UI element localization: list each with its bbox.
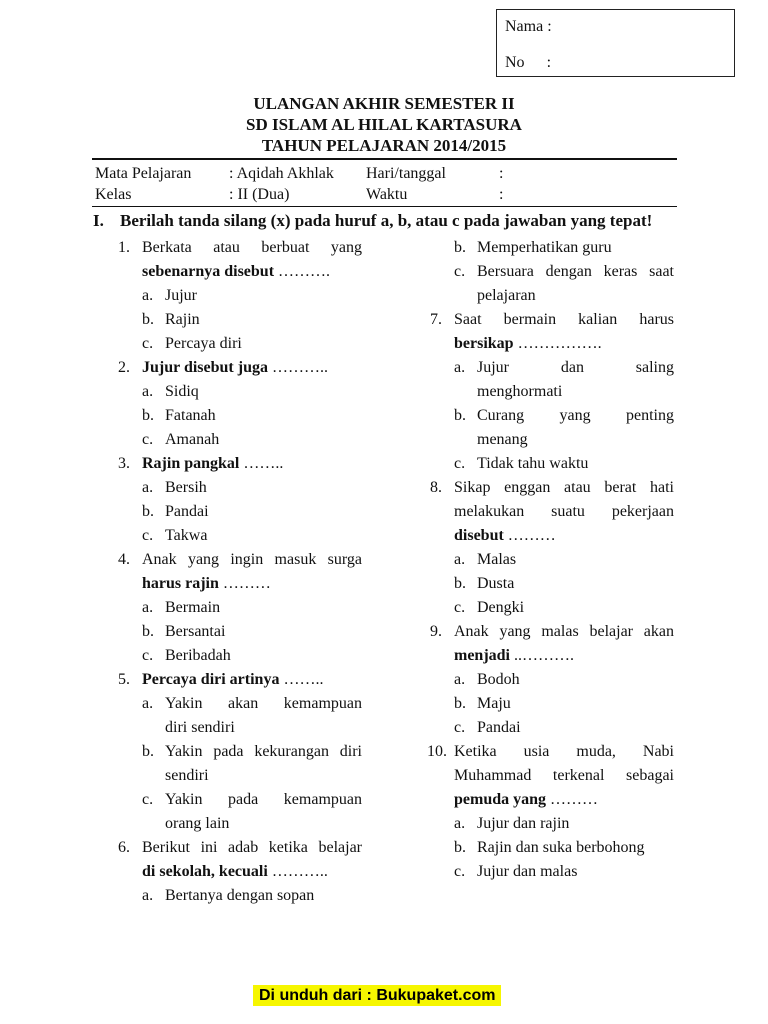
line-text: Memperhatikan guru [477, 239, 612, 256]
answer-option [430, 260, 674, 284]
line-text: diri sendiri [165, 719, 235, 736]
line-text: Takwa [165, 527, 208, 544]
question-number: 3. [118, 455, 130, 472]
bold-key-phrase: di sekolah, kecuali [142, 863, 268, 880]
option-letter: b. [454, 407, 466, 424]
line-text: Yakin pada kemampuan [165, 791, 362, 808]
answer-option [430, 236, 670, 260]
line-text: pemuda yang ……… [454, 791, 599, 808]
class-value: : II (Dua) [229, 186, 290, 203]
line-text: menang [477, 431, 528, 448]
option-letter: a. [454, 551, 466, 568]
answer-option [118, 284, 358, 308]
bold-key-phrase: pemuda yang [454, 791, 547, 808]
question-continuation [430, 428, 670, 452]
bold-key-phrase: Rajin pangkal [142, 455, 240, 472]
line-text: Bodoh [477, 671, 520, 688]
question-continuation [430, 788, 670, 812]
option-letter: c. [142, 335, 154, 352]
line-text: Curang yang penting [477, 407, 674, 424]
line-text: Amanah [165, 431, 220, 448]
line-text: melakukan suatu pekerjaan [454, 503, 674, 520]
class-label: Kelas [95, 186, 132, 203]
line-text: Jujur dan saling [477, 359, 674, 376]
line-text: Sikap enggan atau berat hati [454, 479, 674, 496]
line-text: Muhammad terkenal sebagai [454, 767, 674, 784]
line-text: Ketika usia muda, Nabi [454, 743, 674, 760]
option-letter: c. [142, 431, 154, 448]
answer-option [430, 404, 674, 428]
line-text: Jujur dan malas [477, 863, 578, 880]
answer-option [430, 836, 670, 860]
line-text: Fatanah [165, 407, 216, 424]
question-line [118, 836, 362, 860]
download-source-banner: Di unduh dari : Bukupaket.com [253, 985, 501, 1006]
line-text: Rajin [165, 311, 200, 328]
question-number: 9. [430, 623, 442, 640]
line-text: bersikap ……………. [454, 335, 602, 352]
line-text: menjadi ..………. [454, 647, 574, 664]
question-line [430, 476, 674, 500]
question-number: 5. [118, 671, 130, 688]
option-letter: b. [142, 623, 154, 640]
option-letter: c. [454, 863, 466, 880]
option-letter: b. [454, 575, 466, 592]
bold-key-phrase: disebut [454, 527, 504, 544]
line-text: Maju [477, 695, 511, 712]
header-rule-top [92, 158, 677, 160]
line-text: Anak yang ingin masuk surga [142, 551, 362, 568]
option-letter: c. [454, 455, 466, 472]
line-text: Bersantai [165, 623, 226, 640]
line-text: Jujur [165, 287, 197, 304]
section-instruction-text: Berilah tanda silang (x) pada huruf a, b, atau c pada jawaban yang tepat! [120, 211, 653, 230]
number-field-label: No [505, 54, 525, 71]
bold-key-phrase: Jujur disebut juga [142, 359, 268, 376]
date-label: Hari/tanggal [366, 165, 446, 182]
time-label: Waktu [366, 186, 408, 203]
answer-option [118, 644, 358, 668]
option-letter: c. [142, 527, 154, 544]
bold-key-phrase: sebenarnya disebut [142, 263, 275, 280]
answer-option [430, 452, 670, 476]
line-text: Jujur dan rajin [477, 815, 570, 832]
option-letter: b. [142, 407, 154, 424]
question-number: 10. [427, 743, 447, 760]
question-continuation [118, 572, 358, 596]
question-continuation [118, 260, 358, 284]
line-text: Berkata atau berbuat yang [142, 239, 362, 256]
line-text: Yakin pada kekurangan diri [165, 743, 362, 760]
line-text: Dengki [477, 599, 525, 616]
option-letter: b. [142, 503, 154, 520]
line-text: sendiri [165, 767, 209, 784]
line-text: Yakin akan kemampuan [165, 695, 362, 712]
answer-option [118, 524, 358, 548]
line-text: Malas [477, 551, 517, 568]
question-line [427, 740, 674, 764]
option-letter: b. [142, 743, 154, 760]
line-text: Percaya diri artinya …….. [142, 671, 324, 688]
answer-option [118, 476, 358, 500]
question-continuation [430, 284, 670, 308]
option-letter: a. [142, 695, 154, 712]
subject-label: Mata Pelajaran [95, 165, 192, 182]
question-continuation [118, 860, 358, 884]
answer-option [430, 692, 670, 716]
answer-option [118, 404, 358, 428]
question-number: 2. [118, 359, 130, 376]
option-letter: a. [142, 287, 154, 304]
line-text: pelajaran [477, 287, 536, 304]
option-letter: c. [454, 263, 466, 280]
answer-option [118, 692, 362, 716]
line-text: Saat bermain kalian harus [454, 311, 674, 328]
answer-option [430, 356, 674, 380]
question-number: 8. [430, 479, 442, 496]
option-letter: a. [454, 815, 466, 832]
question-continuation [118, 812, 358, 836]
answer-option [430, 572, 670, 596]
option-letter: c. [454, 719, 466, 736]
answer-option [430, 860, 670, 884]
option-letter: a. [142, 383, 154, 400]
question-line [430, 620, 674, 644]
option-letter: b. [142, 311, 154, 328]
exam-title: ULANGAN AKHIR SEMESTER II [253, 94, 515, 113]
bold-key-phrase: menjadi [454, 647, 510, 664]
question-line [118, 668, 358, 692]
bold-key-phrase: bersikap [454, 335, 514, 352]
question-number: 6. [118, 839, 130, 856]
line-text: Sidiq [165, 383, 199, 400]
line-text: Bertanya dengan sopan [165, 887, 315, 904]
question-continuation [430, 764, 674, 788]
question-line [118, 452, 358, 476]
name-number-box [496, 9, 735, 77]
school-name: SD ISLAM AL HILAL KARTASURA [246, 115, 522, 134]
line-text: Rajin pangkal …….. [142, 455, 284, 472]
question-line [118, 356, 358, 380]
answer-option [430, 812, 670, 836]
line-text: Rajin dan suka berbohong [477, 839, 645, 856]
question-continuation [118, 764, 358, 788]
subject-value: : Aqidah Akhlak [229, 165, 334, 182]
answer-option [430, 596, 670, 620]
answer-option [118, 380, 358, 404]
line-text: Percaya diri [165, 335, 242, 352]
line-text: orang lain [165, 815, 230, 832]
line-text: Beribadah [165, 647, 231, 664]
question-continuation [430, 644, 670, 668]
question-continuation [118, 716, 358, 740]
line-text: menghormati [477, 383, 563, 400]
answer-option [118, 500, 358, 524]
line-text: Pandai [477, 719, 521, 736]
bold-key-phrase: harus rajin [142, 575, 219, 592]
line-text: Dusta [477, 575, 515, 592]
line-text: harus rajin ……… [142, 575, 271, 592]
option-letter: c. [142, 647, 154, 664]
line-text: sebenarnya disebut ………. [142, 263, 331, 280]
time-value: : [499, 186, 504, 203]
option-letter: c. [142, 791, 154, 808]
academic-year: TAHUN PELAJARAN 2014/2015 [261, 136, 507, 155]
line-text: di sekolah, kecuali ……….. [142, 863, 328, 880]
answer-option [118, 332, 358, 356]
line-text: Tidak tahu waktu [477, 455, 589, 472]
section-number: I. [93, 211, 104, 230]
answer-option [430, 548, 670, 572]
question-number: 7. [430, 311, 442, 328]
question-line [118, 236, 362, 260]
line-text: Pandai [165, 503, 209, 520]
name-field-label: Nama : [505, 18, 552, 35]
question-continuation [430, 500, 674, 524]
option-letter: a. [142, 887, 154, 904]
answer-option [118, 620, 358, 644]
question-number: 4. [118, 551, 130, 568]
bold-key-phrase: Percaya diri artinya [142, 671, 280, 688]
answer-option [118, 308, 358, 332]
option-letter: a. [454, 359, 466, 376]
option-letter: b. [454, 695, 466, 712]
question-continuation [430, 380, 670, 404]
option-letter: c. [454, 599, 466, 616]
line-text: Bersuara dengan keras saat [477, 263, 674, 280]
question-continuation [430, 524, 670, 548]
question-continuation [430, 332, 670, 356]
option-letter: a. [142, 599, 154, 616]
answer-option [118, 596, 358, 620]
answer-option [118, 788, 362, 812]
option-letter: a. [454, 671, 466, 688]
option-letter: b. [454, 239, 466, 256]
question-number: 1. [118, 239, 130, 256]
answer-option [430, 668, 670, 692]
line-text: disebut ……… [454, 527, 556, 544]
answer-option [118, 428, 358, 452]
answer-option [118, 884, 358, 908]
option-letter: a. [142, 479, 154, 496]
answer-option [430, 716, 670, 740]
line-text: Anak yang malas belajar akan [454, 623, 674, 640]
line-text: Bermain [165, 599, 221, 616]
section-instruction [93, 211, 652, 231]
header-rule-bottom [92, 206, 677, 207]
answer-option [118, 740, 362, 764]
question-line [118, 548, 362, 572]
question-line [430, 308, 674, 332]
line-text: Berikut ini adab ketika belajar [142, 839, 362, 856]
number-field-row [505, 54, 551, 72]
date-value: : [499, 165, 504, 182]
option-letter: b. [454, 839, 466, 856]
line-text: Bersih [165, 479, 207, 496]
line-text: Jujur disebut juga ……….. [142, 359, 328, 376]
number-field-colon: : [546, 54, 552, 71]
